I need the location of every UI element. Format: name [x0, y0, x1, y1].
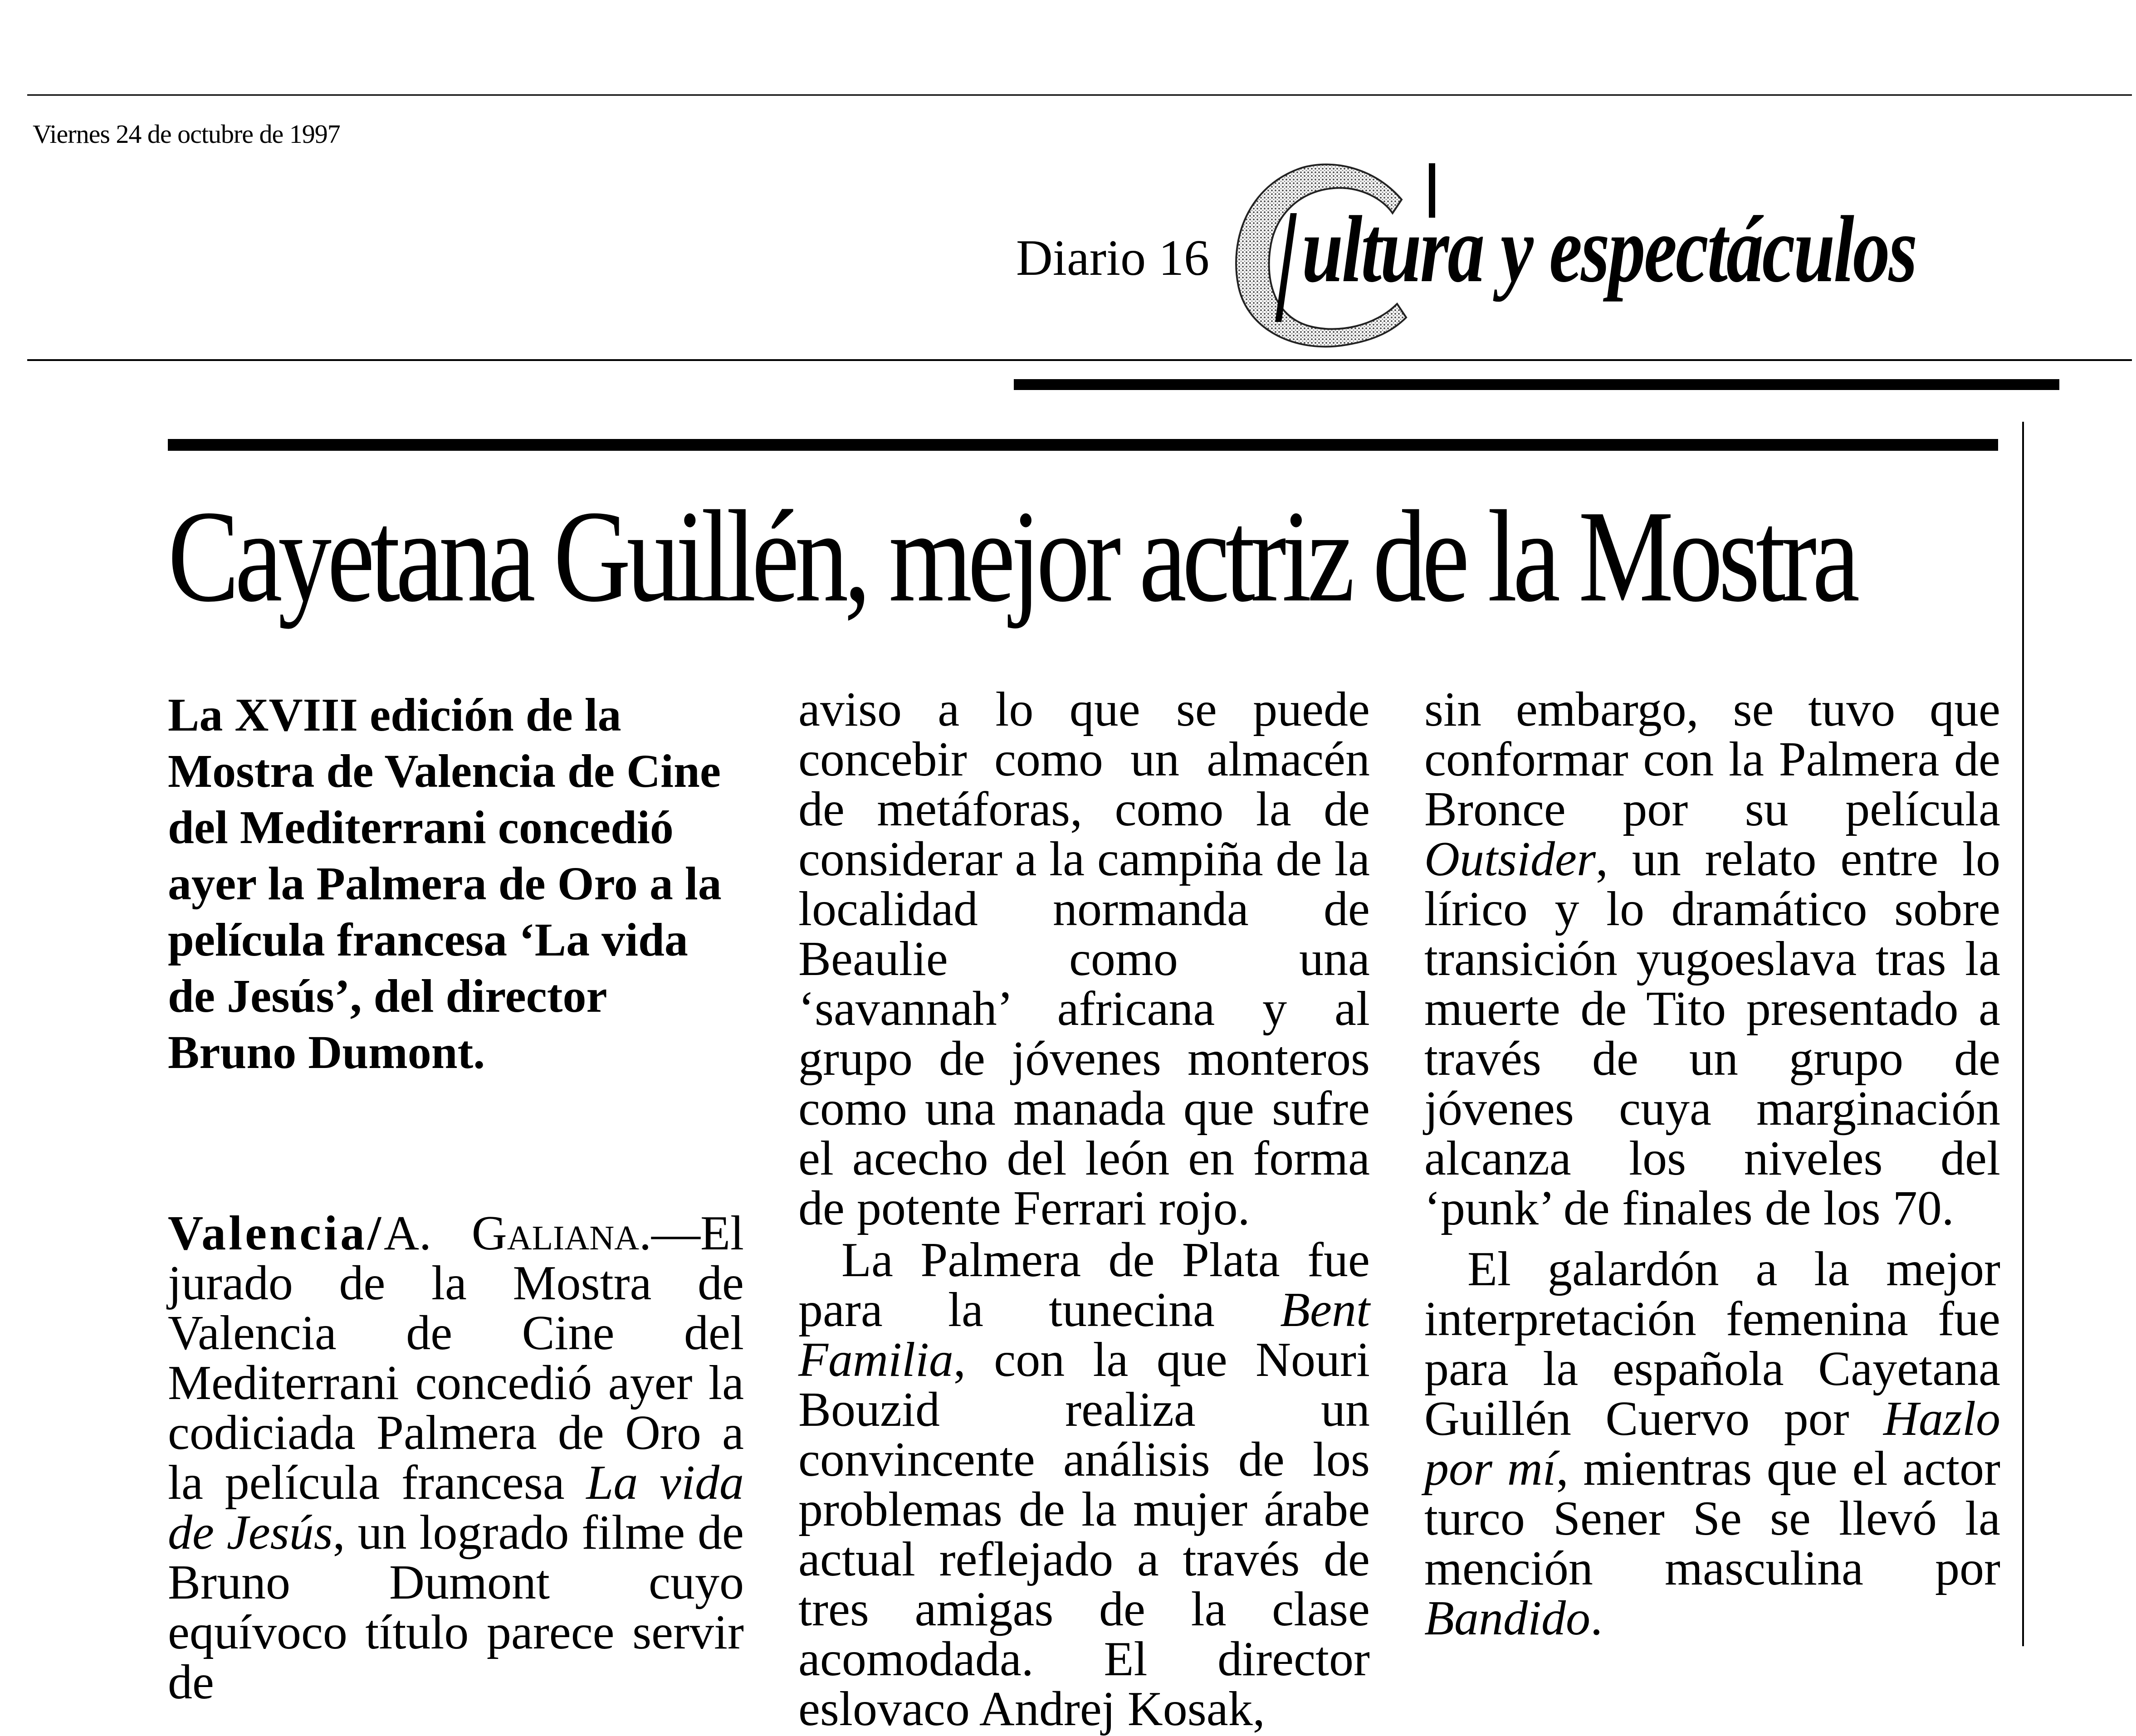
masthead-rule: [27, 359, 2132, 361]
body-text: , un logrado filme de Bruno Dumont cuyo equívoco título parece servir de: [168, 1506, 744, 1709]
paper-name: Diario 16: [1016, 230, 1210, 286]
dateline-city: Valencia/: [168, 1206, 384, 1260]
body-text: , con la que Nouri Bouzid realiza un convincente análisis de los problemas de la mujer árabe actual reflejado a través de tres amigas de la clase acomodada. El director eslovaco Andrej Kosak,: [798, 1333, 1370, 1736]
masthead-bar: [1014, 379, 2059, 390]
film-title: Bandido: [1424, 1591, 1590, 1645]
article-column-2: [798, 685, 1370, 1734]
section-title: ultura y espectáculos: [1302, 197, 1916, 302]
issue-date: Viernes 24 de octubre de 1997: [33, 119, 340, 149]
column-rule: [2022, 422, 2024, 1646]
paragraph: [1424, 1244, 2000, 1643]
body-text: sin embargo, se tuvo que conformar con la Palmera de Bronce por su película: [1424, 683, 2000, 836]
headline-bar: [168, 439, 1998, 451]
film-title: Hazlo por mí: [1424, 1392, 2000, 1496]
body-text: , mientras que el actor turco Sener Se se llevó la mención masculina por: [1424, 1442, 2000, 1595]
body-text: .—El jurado de la Mostra de Valencia de Cine del Mediterrani concedió ayer la codiciada Palmera de Oro a la película francesa: [168, 1206, 744, 1510]
article-column-1: [168, 1206, 744, 1709]
film-title: Outsider: [1424, 832, 1596, 886]
top-rule: [27, 94, 2132, 96]
body-text: .: [1590, 1591, 1603, 1645]
film-title: Bent Familia: [798, 1283, 1370, 1387]
body-text: La Palmera de Plata fue para la tunecina: [798, 1233, 1370, 1337]
film-title: La vida de Jesús: [168, 1456, 744, 1560]
body-text: El galardón a la mejor interpretación femenina fue para la española Cayetana Guillén Cuervo por: [1424, 1242, 2000, 1446]
headline: Cayetana Guillén, mejor actriz de la Mostra: [168, 483, 1856, 629]
lede: La XVIII edición de la Mostra de Valencia de Cine del Mediterrani concedió ayer la Palmera de Oro a la película francesa ‘La vida de Jesús’, del director Bruno Dumont.: [168, 689, 722, 1078]
article-column-3: [1424, 685, 2000, 1643]
paragraph: [1424, 685, 2000, 1234]
body-text: , un relato entre lo lírico y lo dramático sobre transición yugoeslava tras la muerte de Tito presentado a través de un grupo de jóvenes cuya marginación alcanza los niveles del ‘punk’ de finales de los 70.: [1424, 832, 2000, 1235]
dateline-author: A. Galiana: [384, 1206, 640, 1260]
paragraph: [798, 1235, 1370, 1734]
paragraph: aviso a lo que se puede concebir como un almacén de metáforas, como la de considerar a la campiña de la localidad normanda de Beaulie como una ‘savannah’ africana y al grupo de jóvenes monteros como una manada que sufre el acecho del león en forma de potente Ferrari rojo.: [798, 683, 1370, 1235]
